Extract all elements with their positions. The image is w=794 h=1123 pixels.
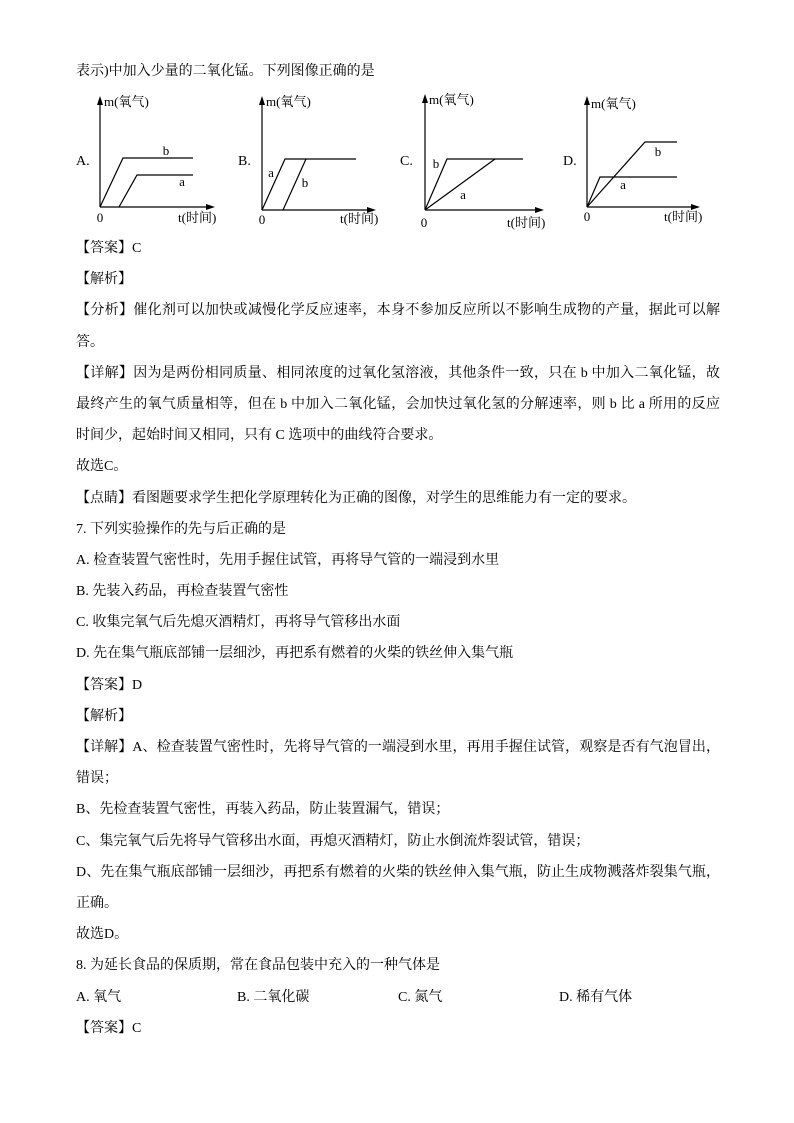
graph-a-curve-a-label: a [179,174,185,189]
question-7-detail-line: 正确。 [76,895,118,911]
question-6-conclusion: 故选C。 [76,459,128,475]
question-7-option: A. 检查装置气密性时，先用手握住试管，再将导气管的一端浸到水里 [76,552,500,568]
question-8-stem: 8. 为延长食品的保质期，常在食品包装中充入的一种气体是 [76,958,440,974]
question-6-stem-tail: 表示)中加入少量的二氧化锰。下列图像正确的是 [76,64,375,79]
question-7-option: C. 收集完氧气后先熄灭酒精灯，再将导气管移出水面 [76,615,401,631]
graph-b-curve-b-label: b [301,175,309,190]
graph-option-c [400,92,545,230]
graph-b-y-axis-label: m(氧气) [266,94,311,109]
question-6-graph-options [0,0,794,240]
question-6-detail-line: 【详解】因为是两份相同质量、相同浓度的过氧化氢溶液，其他条件一致，只在 b 中加入二氧化锰，故 [76,365,720,381]
question-7-option: D. 先在集气瓶底部铺一层细沙，再把系有燃着的火柴的铁丝伸入集气瓶 [76,646,514,662]
graph-c-option-label: C. [400,154,413,169]
graph-a-origin-label: 0 [96,210,104,225]
question-7-detail-line: B、先检查装置气密性，再装入药品，防止装置漏气，错误； [76,802,450,818]
question-7-explanation-heading: 【解析】 [76,708,132,724]
graph-d-origin-label: 0 [583,209,591,224]
graph-c-curve-a-label: a [460,187,466,202]
graph-d-y-axis-arrow [584,96,590,105]
graph-a-x-axis-label: t(时间) [178,210,217,225]
question-6-answer: 【答案】C [76,241,142,256]
graph-c-x-axis-arrow [535,207,544,213]
question-7-detail-line: 错误； [76,771,118,787]
graph-d-x-axis-label: t(时间) [664,209,703,224]
question-7-option: B. 先装入药品，再检查装置气密性 [76,584,289,600]
graph-option-b [238,94,378,227]
question-7-detail-line: D、先在集气瓶底部铺一层细沙，再把系有燃着的火柴的铁丝伸入集气瓶，防止生成物溅落炸裂集气瓶， [76,864,720,880]
graph-c-x-axis-label: t(时间) [507,215,546,230]
graph-c-curve-b-label: b [432,156,440,171]
graph-d-curve-a-label: a [620,177,626,192]
question-8-option: B. 二氧化碳 [237,989,310,1005]
graph-c-y-axis-arrow [422,94,428,103]
question-8-option: A. 氧气 [76,989,122,1005]
graph-c-origin-label: 0 [420,215,428,230]
question-6-comment: 【点睛】看图题要求学生把化学原理转化为正确的图像，对学生的思维能力有一定的要求。 [76,490,636,506]
graph-d-curve-b [587,142,677,207]
question-7-detail-line: 【详解】A、检查装置气密性时，先将导气管的一端浸到水里，再用手握住试管，观察是否有气泡冒出， [76,740,720,755]
graph-option-d [563,96,702,224]
question-6-analysis-line: 答。 [76,334,104,350]
graph-a-option-label: A. [76,154,90,169]
graph-b-option-label: B. [238,154,251,169]
graph-d-y-axis-label: m(氧气) [591,96,636,111]
graph-a-y-axis-arrow [97,96,103,105]
question-7-stem: 7. 下列实验操作的先与后正确的是 [76,521,286,537]
graph-option-a [76,94,216,225]
graph-b-curve-a [262,159,356,210]
question-7-conclusion: 故选D。 [76,927,129,943]
question-7-answer: 【答案】D [76,677,143,693]
question-8-option: C. 氮气 [398,989,443,1005]
graph-b-origin-label: 0 [258,212,266,227]
question-6-explanation-heading: 【解析】 [76,272,132,288]
question-8-answer: 【答案】C [76,1020,142,1036]
document-body [76,233,720,1044]
graph-c-y-axis-label: m(氧气) [429,92,474,107]
question-8-options-row [76,982,720,1013]
question-6-detail-line: 时间少，起始时间又相同，只有 C 选项中的曲线符合要求。 [76,428,443,444]
question-7-detail-line: C、集完氧气后先将导气管移出水面，再熄灭酒精灯，防止水倒流炸裂试管，错误； [76,833,590,849]
graph-d-curve-b-label: b [654,144,662,159]
graph-c-curve-b [425,159,523,210]
question-6-analysis-line: 【分析】催化剂可以加快或减慢化学反应速率，本身不参加反应所以不影响生成物的产量，据此可以解 [76,303,720,319]
question-8-option: D. 稀有气体 [559,989,633,1005]
graph-b-curve-a-label: a [268,165,274,180]
graph-b-x-axis-label: t(时间) [340,211,379,226]
question-6-detail-line: 最终产生的氧气质量相等，但在 b 中加入二氧化锰，会加快过氧化氢的分解速率，则 b 比 a 所用的反应 [76,396,720,412]
graph-a-y-axis-label: m(氧气) [104,94,149,109]
graph-a-curve-b-label: b [162,143,170,158]
graph-d-option-label: D. [563,154,577,169]
graph-b-y-axis-arrow [259,96,265,105]
